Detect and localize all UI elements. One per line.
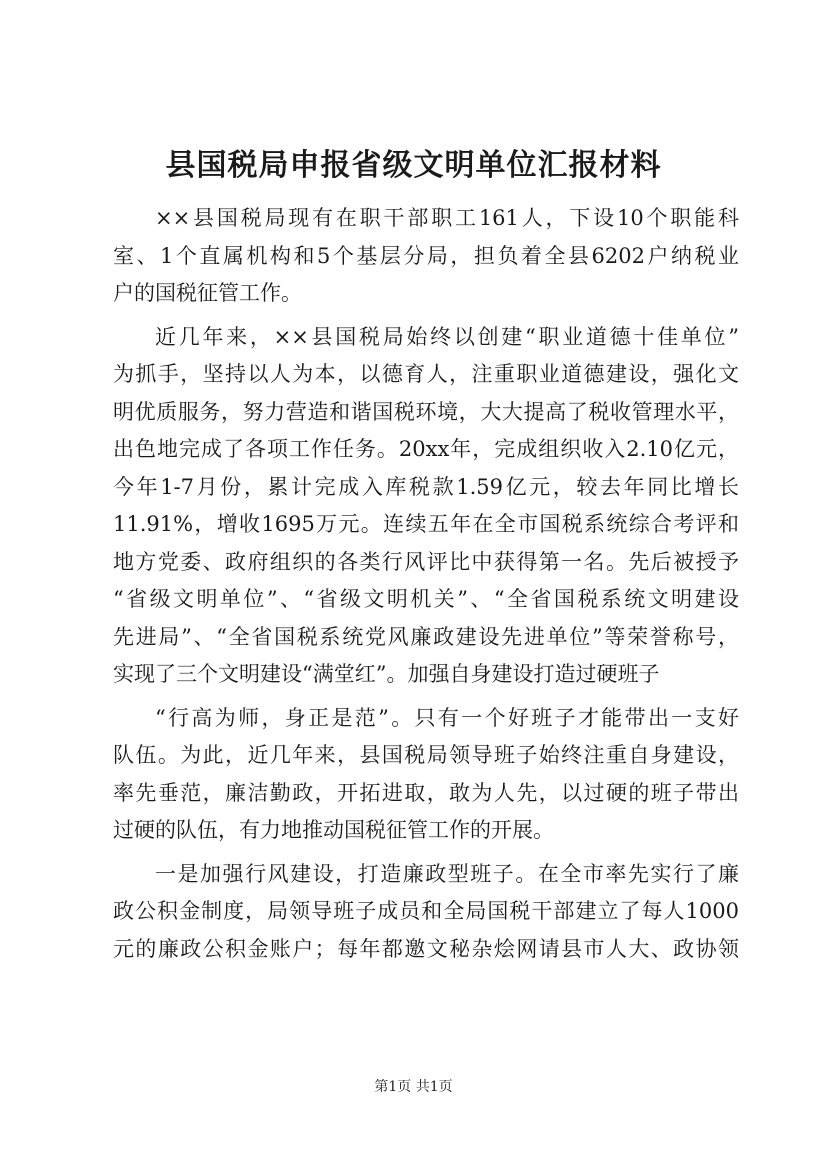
document-title: 县国税局申报省级文明单位汇报材料	[165, 148, 662, 183]
paragraph-line: 今年1-7月份，累计完成入库税款1.59亿元，较去年同比增长	[113, 474, 739, 499]
paragraph-line: 明优质服务，努力营造和谐国税环境，大大提高了税收管理水平，	[113, 399, 739, 424]
paragraph-line: 政公积金制度，局领导班子成员和全局国税干部建立了每人1000	[113, 899, 739, 923]
document-body	[113, 200, 739, 968]
paragraph-line: 出色地完成了各项工作任务。20xx年，完成组织收入2.10亿元，	[113, 437, 739, 461]
paragraph-line: 元的廉政公积金账户；每年都邀文秘杂烩网请县市人大、政协领	[113, 936, 739, 961]
paragraph-line: 队伍。为此，近几年来，县国税局领导班子始终注重自身建设，	[113, 743, 739, 767]
paragraph-1	[113, 200, 739, 313]
paragraph-line: 先进局”、“全省国税系统党风廉政建设先进单位”等荣誉称号，	[113, 624, 739, 649]
paragraph-line: 11.91%，增收1695万元。连续五年在全市国税系统综合考评和	[113, 512, 739, 536]
paragraph-line: 近几年来，××县国税局始终以创建“职业道德十佳单位”	[155, 324, 739, 349]
paragraph-line: 过硬的队伍，有力地推动国税征管工作的开展。	[113, 818, 554, 842]
paragraph-line: 率先垂范，廉洁勤政，开拓进取，敢为人先，以过硬的班子带出	[113, 780, 739, 805]
paragraph-line: 户的国税征管工作。	[113, 281, 302, 305]
paragraph-2	[113, 319, 739, 694]
paragraph-line: 室、1个直属机构和5个基层分局，担负着全县6202户纳税业	[113, 243, 739, 268]
paragraph-line: 一是加强行风建设，打造廉政型班子。在全市率先实行了廉	[155, 861, 739, 886]
paragraph-line: 为抓手，坚持以人为本，以德育人，注重职业道德建设，强化文	[113, 362, 739, 386]
paragraph-4	[113, 856, 739, 969]
paragraph-3	[113, 700, 739, 850]
paragraph-line: “行高为师，身正是范”。只有一个好班子才能带出一支好	[155, 705, 739, 730]
paragraph-line: 实现了三个文明建设“满堂红”。加强自身建设打造过硬班子	[113, 662, 660, 686]
paragraph-line: ××县国税局现有在职干部职工161人，下设10个职能科	[155, 206, 739, 230]
paragraph-line: “省级文明单位”、“省级文明机关”、“全省国税系统文明建设	[113, 587, 739, 611]
page-footer: 第1页 共1页	[374, 1079, 453, 1095]
paragraph-line: 地方党委、政府组织的各类行风评比中获得第一名。先后被授予	[113, 549, 739, 574]
